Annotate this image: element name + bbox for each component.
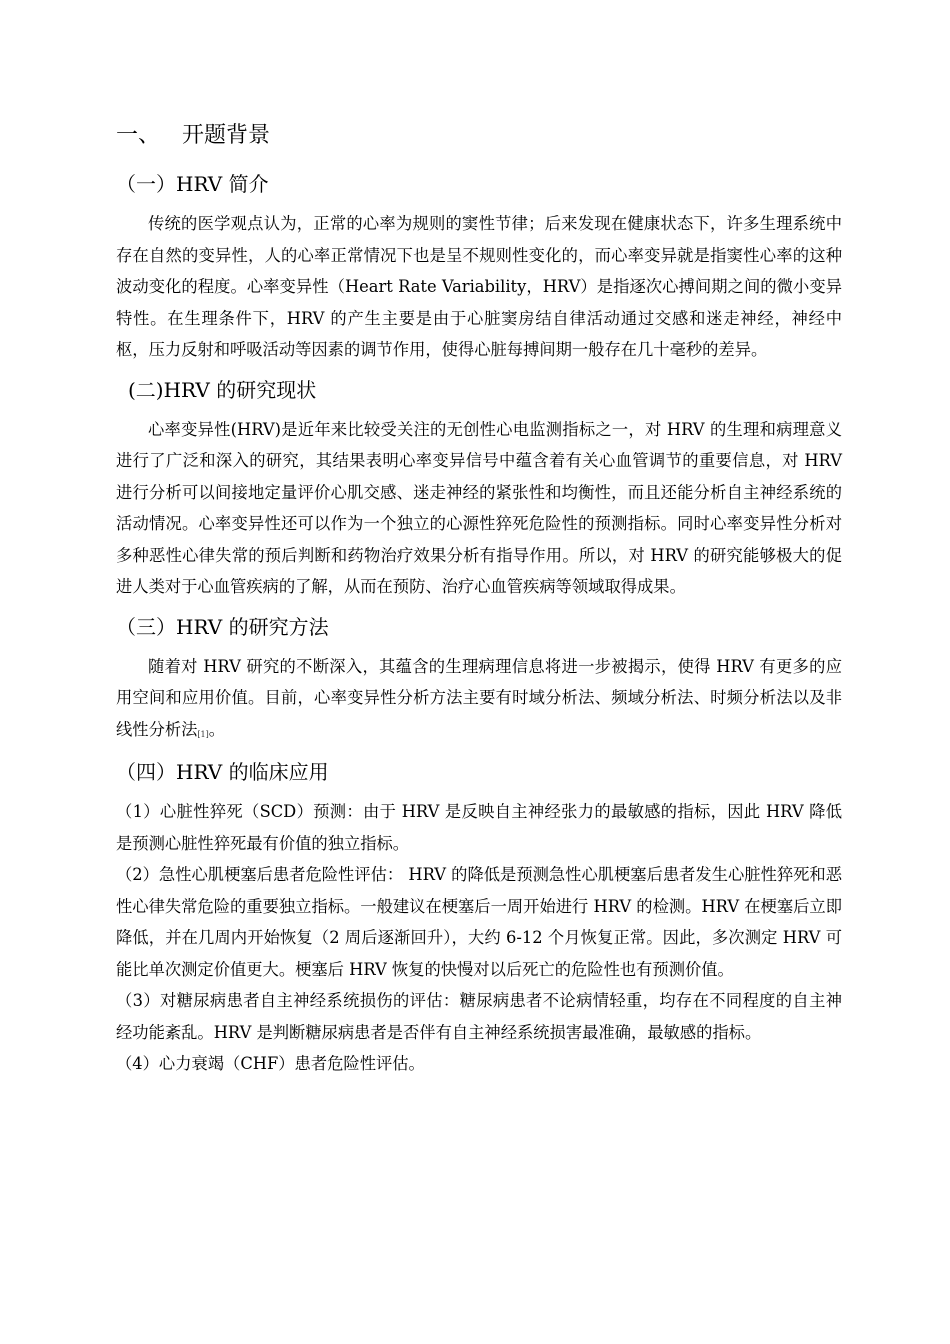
list-item: （4）心力衰竭（CHF）患者危险性评估。 bbox=[116, 1054, 425, 1073]
section-heading-status: (二)HRV 的研究现状 bbox=[128, 377, 317, 402]
section-heading-clinical: （四）HRV 的临床应用 bbox=[116, 760, 329, 784]
section-paragraph-methods bbox=[116, 651, 842, 749]
list-item: （2）急性心肌梗塞后患者危险性评估： HRV 的降低是预测急性心肌梗塞后患者发生心脏性猝死和恶性心律失常危险的重要独立指标。一般建议在梗塞后一周开始进行 HRV 的检测。HRV 在梗塞后立即降低，并在几周内开始恢复（2 周后逐渐回升），大约 6-12 个月恢复正常。因此，多次测定 HRV 可能比单次测定价值更大。梗塞后 HRV 恢复的快慢对以后死亡的危险性也有预测价值。 bbox=[116, 865, 842, 979]
section-heading-methods: （三）HRV 的研究方法 bbox=[116, 614, 329, 639]
list-item: （3）对糖尿病患者自主神经系统损伤的评估：糖尿病患者不论病情轻重，均存在不同程度的自主神经功能紊乱。HRV 是判断糖尿病患者是否伴有自主神经系统损害最准确，最敏感的指标。 bbox=[116, 991, 842, 1042]
citation-ref: [1] bbox=[197, 729, 209, 739]
section-heading-intro: （一）HRV 简介 bbox=[116, 172, 269, 196]
chapter-number: 一、 bbox=[116, 123, 161, 148]
chapter-title: 开题背景 bbox=[182, 123, 271, 148]
list-item: （1）心脏性猝死（SCD）预测：由于 HRV 是反映自主神经张力的最敏感的指标，因此 HRV 降低是预测心脏性猝死最有价值的独立指标。 bbox=[116, 802, 842, 853]
section-paragraph-status: 心率变异性(HRV)是近年来比较受关注的无创性心电监测指标之一，对 HRV 的生理和病理意义进行了广泛和深入的研究，其结果表明心率变异信号中蕴含着有关心血管调节的重要信息，对 HRV 进行分析可以间接地定量评价心肌交感、迷走神经的紧张性和均衡性，而且还能分析自主神经系统的活动情况。心率变异性还可以作为一个独立的心源性猝死危险性的预测指标。同时心率变异性分析对多种恶性心律失常的预后判断和药物治疗效果分析有指导作用。所以，对 HRV 的研究能够极大的促进人类对于心血管疾病的了解，从而在预防、治疗心血管疾病等领域取得成果。 bbox=[116, 419, 842, 596]
methods-text: 随着对 HRV 研究的不断深入，其蕴含的生理病理信息将进一步被揭示，使得 HRV 有更多的应用空间和应用价值。目前，心率变异性分析方法主要有时域分析法、频域分析法、时频分析法以及非线性分析法 bbox=[116, 656, 842, 739]
methods-tail: 。 bbox=[208, 719, 226, 739]
chapter-heading bbox=[116, 116, 842, 156]
document-body bbox=[116, 116, 842, 1080]
section-paragraph-intro: 传统的医学观点认为，正常的心率为规则的窦性节律；后来发现在健康状态下，许多生理系统中存在自然的变异性，人的心率正常情况下也是呈不规则性变化的，而心率变异就是指窦性心率的这种波动变化的程度。心率变异性（Heart Rate Variability，HRV）是指逐次心搏间期之间的微小变异特性。在生理条件下，HRV 的产生主要是由于心脏窦房结自律活动通过交感和迷走神经，神经中枢，压力反射和呼吸活动等因素的调节作用，使得心脏每搏间期一般存在几十毫秒的差异。 bbox=[116, 214, 842, 359]
